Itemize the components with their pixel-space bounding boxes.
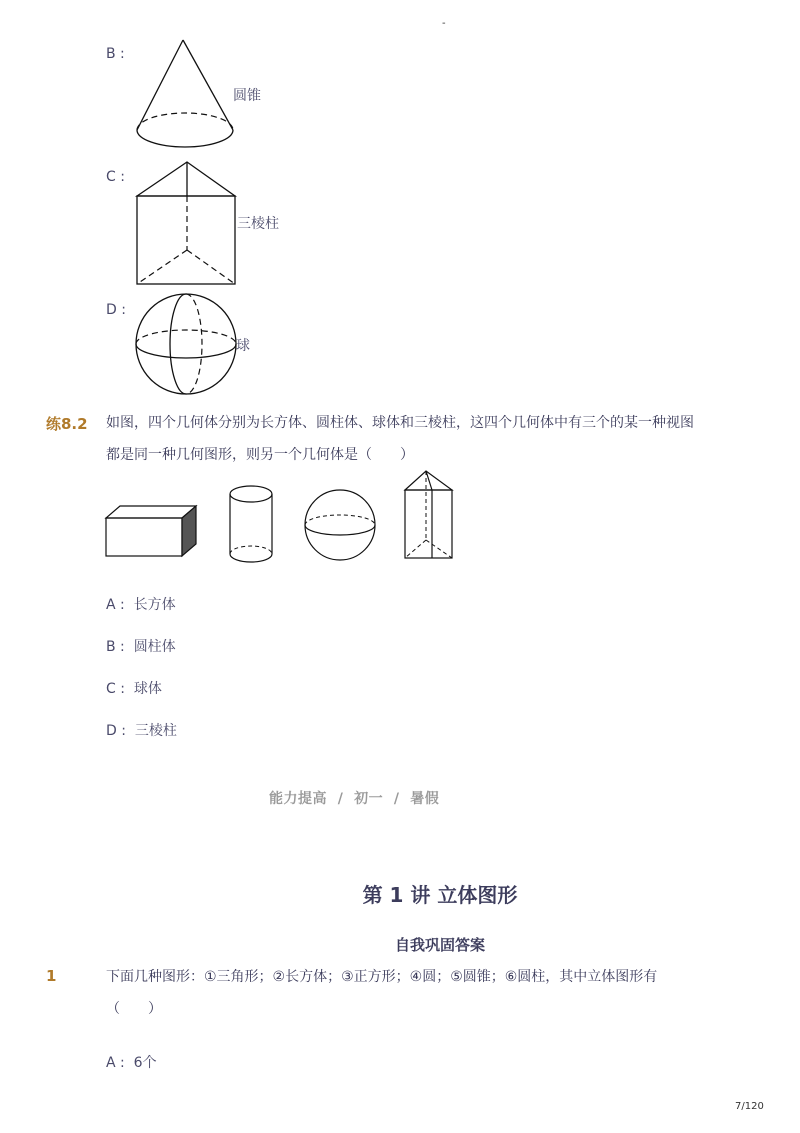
triangular-prism-figure [130,158,240,290]
question-text-line2: （ ） [106,1001,162,1017]
crumb-part3: 暑假 [410,791,440,807]
option-text: 长方体 [133,597,176,613]
question-option-a[interactable] [106,1052,157,1072]
option-letter: C : [106,681,125,697]
cone-label: 圆锥 [233,88,261,104]
crumb-part2: 初一 [354,791,384,807]
cuboid-figure [104,502,198,560]
option-d-letter: D : [106,302,126,318]
exercise-option-d[interactable] [106,720,177,740]
option-letter: B : [106,639,125,655]
option-text: 6个 [133,1055,157,1071]
question-text-line1: 下面几种图形：①三角形；②长方体；③正方形；④圆；⑤圆锥；⑥圆柱，其中立体图形有 [106,969,658,985]
option-text: 三棱柱 [134,723,177,739]
option-c-letter: C : [106,169,125,185]
section-title: 自我巩固答案 [394,936,485,954]
prism-figure [402,468,458,562]
exercise-text-line1: 如图，四个几何体分别为长方体、圆柱体、球体和三棱柱，这四个几何体中有三个的某一种视图 [106,415,694,431]
option-letter: A : [106,1055,125,1071]
ball-figure [302,487,380,565]
prism-label: 三棱柱 [237,216,279,232]
exercise-number: 练8.2 [46,415,88,433]
page-number: 7/120 [735,1101,764,1112]
exercise-text-line2: 都是同一种几何图形，则另一个几何体是（ ） [106,447,414,463]
top-mark: - [442,18,446,29]
footer-breadcrumb [269,788,439,808]
option-text: 球体 [133,681,162,697]
option-letter: A : [106,597,125,613]
option-letter: D : [106,723,126,739]
exercise-option-b[interactable] [106,636,176,656]
cylinder-figure [226,484,278,566]
lecture-title: 第 1 讲 立体图形 [362,883,518,907]
option-b-letter: B : [106,46,125,62]
crumb-part1: 能力提高 [269,791,327,807]
crumb-sep1: / [337,791,344,807]
sphere-label: 球 [236,338,250,354]
option-text: 圆柱体 [133,639,176,655]
sphere-figure [130,290,245,400]
exercise-option-c[interactable] [106,678,162,698]
crumb-sep2: / [393,791,400,807]
question-number: 1 [46,967,57,985]
exercise-option-a[interactable] [106,594,176,614]
cone-figure [130,36,240,156]
